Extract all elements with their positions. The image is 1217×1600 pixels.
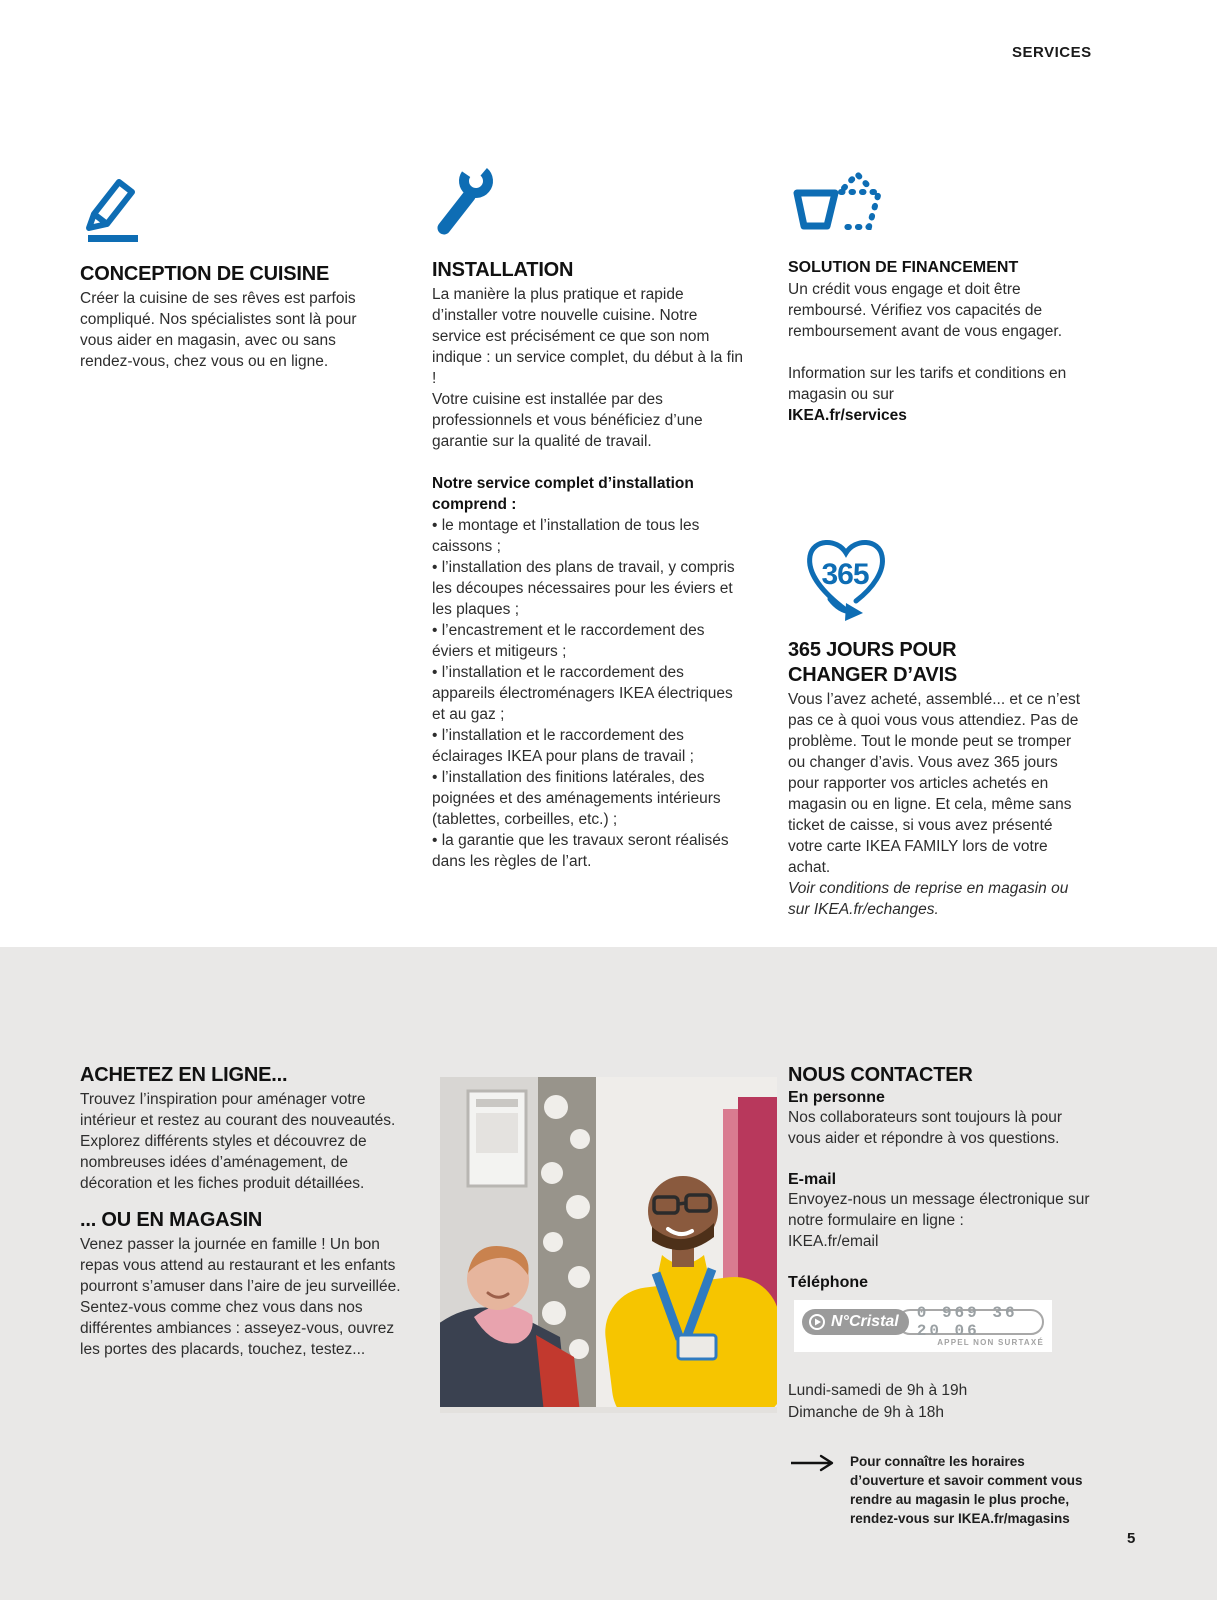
contact-phone-label: Téléphone xyxy=(788,1274,869,1291)
list-item: • l’installation des plans de travail, y compris les découpes nécessaires pour les éviers et les plaques ; xyxy=(432,557,747,620)
section-body: Créer la cuisine de ses rêves est parfois compliqué. Nos spécialistes sont là pour vous aider en magasin, avec ou sans rendez-vous, chez vous ou en ligne. xyxy=(80,290,357,370)
phone-note: APPEL NON SURTAXÉ xyxy=(937,1338,1044,1347)
section-title: INSTALLATION xyxy=(432,259,574,281)
heart-365-icon xyxy=(796,526,1090,631)
section-body: Trouvez l’inspiration pour aménager votre intérieur et restez au courant des nouveautés. Explorez différents styles et découvrez de nombreuses idées d’aménagement, de décoration et les fiches produit détaillées. xyxy=(80,1091,396,1192)
store-hours-footnote xyxy=(790,1452,1100,1528)
section-in-store xyxy=(80,1209,410,1360)
contact-email-label: E-mail xyxy=(788,1171,837,1188)
section-title-line2: CHANGER D’AVIS xyxy=(788,664,958,686)
section-body: La manière la plus pratique et rapide d’installer votre nouvelle cuisine. Notre service est précisément ce que son nom indique : un service complet, du début à la fin ! xyxy=(432,286,744,387)
section-title-line1: 365 JOURS POUR xyxy=(788,639,957,661)
list-item: • l’installation et le raccordement des appareils électroménagers IKEA électriques et au gaz ; xyxy=(432,662,747,725)
section-kitchen-design xyxy=(80,168,372,372)
ncristal-pill xyxy=(802,1309,909,1335)
hours-weekdays: Lundi-samedi de 9h à 19h xyxy=(788,1382,968,1399)
phone-number: 0 969 36 20 06 xyxy=(897,1309,1044,1335)
page-section-header: SERVICES xyxy=(1012,44,1092,61)
play-icon xyxy=(808,1313,826,1331)
list-item: • l’installation et le raccordement des éclairages IKEA pour plans de travail ; xyxy=(432,725,747,767)
ncristal-brand: N°Cristal xyxy=(831,1313,899,1330)
section-online xyxy=(80,1064,410,1194)
section-title: NOUS CONTACTER xyxy=(788,1064,973,1086)
section-contact xyxy=(788,1064,1090,1424)
section-body: Vous l’avez acheté, assemblé... et ce n’est pas ce à quoi vous vous attendiez. Pas de problème. Tout le monde peut se tromper ou changer d’avis. Vous avez 365 jours pour rapporter vos articles achetés en magasin ou en ligne. Et cela, même sans ticket de caisse, si vous avez présenté votre carte IKEA FAMILY lors de votre achat. xyxy=(788,691,1081,876)
section-title: ACHETEZ EN LIGNE... xyxy=(80,1064,288,1086)
section-title: SOLUTION DE FINANCEMENT xyxy=(788,259,1019,276)
icon-number: 365 xyxy=(821,558,869,591)
section-body: Venez passer la journée en famille ! Un bon repas vous attend au restaurant et les enfants pourront s’amuser dans l’aire de jeu surveillée. Sentez-vous comme chez vous dans nos différentes ambiances : asseyez-vous, ouvrez les portes des placards, touchez, testez... xyxy=(80,1236,401,1358)
hours-sunday: Dimanche de 9h à 18h xyxy=(788,1404,944,1421)
returns-conditions-note: Voir conditions de reprise en magasin ou sur IKEA.fr/echanges. xyxy=(788,880,1069,918)
section-returns xyxy=(788,526,1090,920)
email-link[interactable]: IKEA.fr/email xyxy=(788,1233,879,1250)
shopping-bag-icon xyxy=(788,168,1088,239)
arrow-right-icon xyxy=(790,1454,836,1477)
wrench-icon xyxy=(432,160,747,245)
contact-in-person-body: Nos collaborateurs sont toujours là pour vous aider et répondre à vos questions. xyxy=(788,1109,1062,1147)
installation-list xyxy=(432,515,747,872)
section-body: Information sur les tarifs et conditions en magasin ou sur xyxy=(788,365,1067,403)
list-item: • la garantie que les travaux seront réalisés dans les règles de l’art. xyxy=(432,830,747,872)
section-body: Votre cuisine est installée par des professionnels et vous bénéficiez d’une garantie sur la qualité de travail. xyxy=(432,391,703,450)
list-item: • l’encastrement et le raccordement des éviers et mitigeurs ; xyxy=(432,620,747,662)
contact-email-body: Envoyez-nous un message électronique sur notre formulaire en ligne : xyxy=(788,1191,1090,1229)
contact-in-person-label: En personne xyxy=(788,1089,885,1106)
list-title: Notre service complet d’installation comprend : xyxy=(432,475,694,513)
pencil-icon xyxy=(80,168,372,249)
ncristal-badge xyxy=(788,1300,1090,1366)
section-title: CONCEPTION DE CUISINE xyxy=(80,263,330,285)
footnote-text: Pour connaître les horaires d’ouverture et savoir comment vous rendre au magasin le plus proche, rendez-vous sur IKEA.fr/magasins xyxy=(850,1454,1083,1526)
section-title: ... OU EN MAGASIN xyxy=(80,1209,263,1231)
list-item: • l’installation des finitions latérales, des poignées et des aménagements intérieurs (tablettes, corbeilles, etc.) ; xyxy=(432,767,747,830)
section-installation xyxy=(432,160,747,872)
list-item: • le montage et l’installation de tous les caissons ; xyxy=(432,515,747,557)
section-financing xyxy=(788,168,1088,426)
services-link[interactable]: IKEA.fr/services xyxy=(788,407,907,424)
page-number: 5 xyxy=(1127,1530,1136,1547)
section-body: Un crédit vous engage et doit être remboursé. Vérifiez vos capacités de remboursement avant de vous engager. xyxy=(788,281,1063,340)
store-photo xyxy=(440,1077,777,1413)
